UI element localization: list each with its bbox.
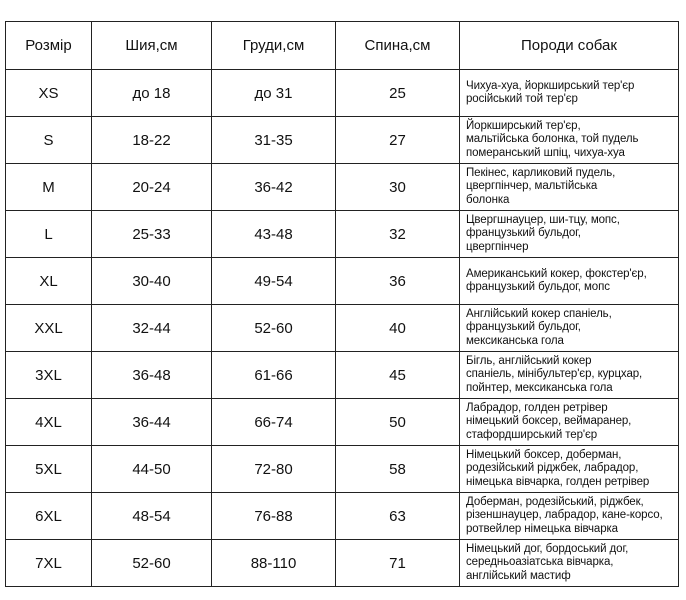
cell-breeds: Англійський кокер спаніель, французький бульдог, мексиканська гола	[460, 305, 679, 352]
cell-neck: 48-54	[92, 493, 212, 540]
table-row	[6, 399, 679, 446]
cell-back: 71	[336, 540, 460, 587]
dog-size-chart-table	[5, 21, 679, 587]
cell-back: 27	[336, 117, 460, 164]
table-row	[6, 540, 679, 587]
cell-back: 58	[336, 446, 460, 493]
cell-size: 7XL	[6, 540, 92, 587]
cell-neck: 18-22	[92, 117, 212, 164]
cell-neck: 36-44	[92, 399, 212, 446]
cell-size: 5XL	[6, 446, 92, 493]
cell-breeds: Цвергшнауцер, ши-тцу, мопс, французький бульдог, цвергпінчер	[460, 211, 679, 258]
cell-neck: 20-24	[92, 164, 212, 211]
cell-neck: 32-44	[92, 305, 212, 352]
cell-chest: 31-35	[212, 117, 336, 164]
table-row	[6, 446, 679, 493]
cell-breeds: Доберман, родезійський, ріджбек, різеншнауцер, лабрадор, кане-корсо, ротвейлер німецька вівчарка	[460, 493, 679, 540]
table-row	[6, 493, 679, 540]
cell-back: 40	[336, 305, 460, 352]
cell-size: XL	[6, 258, 92, 305]
header-row	[6, 22, 679, 70]
cell-neck: 30-40	[92, 258, 212, 305]
cell-breeds: Пекінес, карликовий пудель, цвергпінчер, мальтійська болонка	[460, 164, 679, 211]
table-row	[6, 211, 679, 258]
cell-back: 32	[336, 211, 460, 258]
cell-back: 45	[336, 352, 460, 399]
table-row	[6, 164, 679, 211]
table-row	[6, 117, 679, 164]
cell-chest: 66-74	[212, 399, 336, 446]
cell-back: 50	[336, 399, 460, 446]
cell-back: 63	[336, 493, 460, 540]
cell-breeds: Німецький дог, бордоський дог, середньоазіатська вівчарка, англійський мастиф	[460, 540, 679, 587]
cell-size: XXL	[6, 305, 92, 352]
cell-size: M	[6, 164, 92, 211]
cell-chest: 76-88	[212, 493, 336, 540]
cell-chest: до 31	[212, 70, 336, 117]
cell-chest: 88-110	[212, 540, 336, 587]
cell-breeds: Йоркширський тер'єр, мальтійська болонка, той пудель померанський шпіц, чихуа-хуа	[460, 117, 679, 164]
cell-neck: до 18	[92, 70, 212, 117]
header-breeds: Породи собак	[460, 22, 679, 70]
cell-back: 30	[336, 164, 460, 211]
cell-back: 36	[336, 258, 460, 305]
cell-breeds: Лабрадор, голден ретрівер німецький боксер, веймаранер, стафордширський тер'єр	[460, 399, 679, 446]
cell-neck: 25-33	[92, 211, 212, 258]
cell-chest: 36-42	[212, 164, 336, 211]
header-size: Розмір	[6, 22, 92, 70]
cell-neck: 36-48	[92, 352, 212, 399]
cell-size: 6XL	[6, 493, 92, 540]
cell-size: S	[6, 117, 92, 164]
cell-size: XS	[6, 70, 92, 117]
cell-breeds: Чихуа-хуа, йоркширський тер'єр російський той тер'єр	[460, 70, 679, 117]
cell-chest: 61-66	[212, 352, 336, 399]
cell-chest: 49-54	[212, 258, 336, 305]
cell-size: L	[6, 211, 92, 258]
cell-breeds: Бігль, англійський кокер спаніель, мінібультер'єр, курцхар, пойнтер, мексиканська гола	[460, 352, 679, 399]
cell-size: 3XL	[6, 352, 92, 399]
header-back: Спина,см	[336, 22, 460, 70]
cell-neck: 52-60	[92, 540, 212, 587]
table-row	[6, 352, 679, 399]
table-row	[6, 70, 679, 117]
cell-chest: 43-48	[212, 211, 336, 258]
cell-chest: 72-80	[212, 446, 336, 493]
cell-chest: 52-60	[212, 305, 336, 352]
cell-back: 25	[336, 70, 460, 117]
table-row	[6, 258, 679, 305]
header-chest: Груди,см	[212, 22, 336, 70]
cell-breeds: Німецький боксер, доберман, родезійський ріджбек, лабрадор, німецька вівчарка, голден ретрівер	[460, 446, 679, 493]
cell-breeds: Американський кокер, фокстер'єр, французький бульдог, мопс	[460, 258, 679, 305]
cell-neck: 44-50	[92, 446, 212, 493]
cell-size: 4XL	[6, 399, 92, 446]
table-row	[6, 305, 679, 352]
header-neck: Шия,см	[92, 22, 212, 70]
